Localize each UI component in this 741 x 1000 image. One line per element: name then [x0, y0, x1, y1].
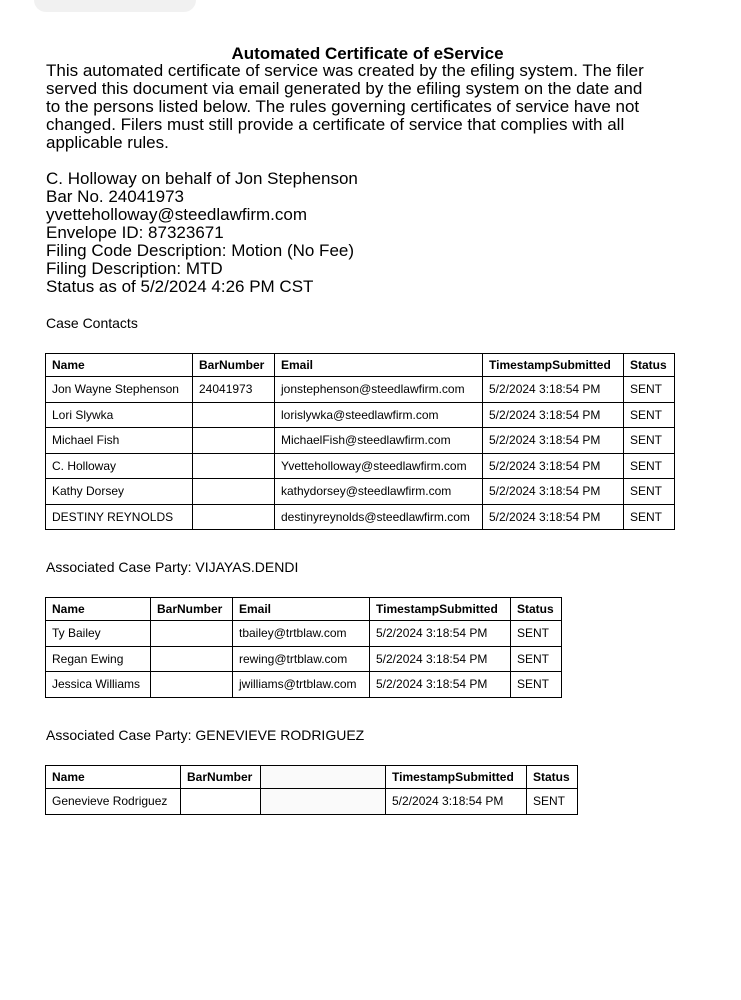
cell-email: rewing@trtblaw.com: [233, 646, 370, 672]
col-header-name: Name: [46, 766, 181, 789]
filer-line: yvetteholloway@steedlawfirm.com: [46, 205, 308, 224]
cell-name: Lori Slywka: [46, 402, 193, 428]
filer-line: Status as of 5/2/2024 4:26 PM CST: [46, 277, 314, 296]
cell-email: Yvetteholloway@steedlawfirm.com: [275, 453, 483, 479]
cell-email: destinyreynolds@steedlawfirm.com: [275, 504, 483, 530]
cell-status: SENT: [527, 789, 578, 815]
col-header-email-redacted: [261, 766, 386, 789]
cell-email: lorislywka@steedlawfirm.com: [275, 402, 483, 428]
filer-line: Filing Description: MTD: [46, 259, 223, 278]
table-row: [46, 504, 675, 530]
section-title-party-dendi: Associated Case Party: VIJAYAS.DENDI: [46, 559, 299, 575]
section-title-party-rodriguez: Associated Case Party: GENEVIEVE RODRIGUEZ: [46, 727, 365, 743]
cell-barnumber: [193, 504, 275, 530]
case-contacts-table: [45, 353, 675, 530]
top-tab-shape: [34, 0, 196, 12]
filer-line: C. Holloway on behalf of Jon Stephenson: [46, 169, 358, 188]
cell-status: SENT: [624, 504, 675, 530]
cell-name: DESTINY REYNOLDS: [46, 504, 193, 530]
cell-name: Genevieve Rodriguez: [46, 789, 181, 815]
cell-status: SENT: [624, 479, 675, 505]
cell-name: Regan Ewing: [46, 646, 151, 672]
cell-email: tbailey@trtblaw.com: [233, 621, 370, 647]
cell-status: SENT: [624, 453, 675, 479]
col-header-barnumber: BarNumber: [193, 354, 275, 377]
cell-email: kathydorsey@steedlawfirm.com: [275, 479, 483, 505]
cell-timestamp: 5/2/2024 3:18:54 PM: [483, 402, 624, 428]
cell-timestamp: 5/2/2024 3:18:54 PM: [370, 621, 511, 647]
table-row: [46, 621, 562, 647]
table-row: [46, 377, 675, 403]
cell-barnumber: [193, 402, 275, 428]
cell-timestamp: 5/2/2024 3:18:54 PM: [483, 377, 624, 403]
table-row: [46, 672, 562, 698]
col-header-timestamp: TimestampSubmitted: [370, 598, 511, 621]
cell-email: jonstephenson@steedlawfirm.com: [275, 377, 483, 403]
cell-timestamp: 5/2/2024 3:18:54 PM: [483, 453, 624, 479]
cell-barnumber: [151, 646, 233, 672]
intro-paragraph: This automated certificate of service was created by the efiling system. The filer served this document via email generated by the efiling system on the date and to the persons listed below. The rules governing certificates of service have not changed. Filers must still provide a certificate of service that complies with all applicable rules.: [46, 61, 644, 152]
cell-barnumber: [151, 621, 233, 647]
cell-status: SENT: [511, 646, 562, 672]
cell-name: C. Holloway: [46, 453, 193, 479]
cell-timestamp: 5/2/2024 3:18:54 PM: [483, 479, 624, 505]
table-row: [46, 428, 675, 454]
cell-email: MichaelFish@steedlawfirm.com: [275, 428, 483, 454]
col-header-timestamp: TimestampSubmitted: [386, 766, 527, 789]
filer-info: [46, 170, 358, 296]
cell-status: SENT: [624, 377, 675, 403]
section-title-case-contacts: Case Contacts: [46, 315, 138, 331]
table-row: [46, 789, 578, 815]
cell-status: SENT: [624, 402, 675, 428]
col-header-status: Status: [511, 598, 562, 621]
table-row: [46, 402, 675, 428]
col-header-email: Email: [233, 598, 370, 621]
cell-email-redacted: [261, 789, 386, 815]
cell-status: SENT: [511, 621, 562, 647]
col-header-status: Status: [527, 766, 578, 789]
cell-timestamp: 5/2/2024 3:18:54 PM: [370, 646, 511, 672]
cell-barnumber: 24041973: [193, 377, 275, 403]
cell-name: Jon Wayne Stephenson: [46, 377, 193, 403]
col-header-timestamp: TimestampSubmitted: [483, 354, 624, 377]
table-row: [46, 479, 675, 505]
party-rodriguez-table: [45, 765, 578, 815]
cell-name: Michael Fish: [46, 428, 193, 454]
cell-timestamp: 5/2/2024 3:18:54 PM: [386, 789, 527, 815]
cell-name: Kathy Dorsey: [46, 479, 193, 505]
cell-barnumber: [181, 789, 261, 815]
cell-barnumber: [193, 453, 275, 479]
cell-timestamp: 5/2/2024 3:18:54 PM: [370, 672, 511, 698]
document-title: Automated Certificate of eService: [231, 44, 504, 63]
cell-email: jwilliams@trtblaw.com: [233, 672, 370, 698]
filer-line: Envelope ID: 87323671: [46, 223, 224, 242]
col-header-status: Status: [624, 354, 675, 377]
table-row: [46, 453, 675, 479]
cell-status: SENT: [624, 428, 675, 454]
col-header-name: Name: [46, 598, 151, 621]
cell-name: Ty Bailey: [46, 621, 151, 647]
filer-line: Bar No. 24041973: [46, 187, 184, 206]
party-dendi-table: [45, 597, 562, 698]
col-header-email: Email: [275, 354, 483, 377]
col-header-barnumber: BarNumber: [181, 766, 261, 789]
cell-timestamp: 5/2/2024 3:18:54 PM: [483, 504, 624, 530]
cell-barnumber: [151, 672, 233, 698]
col-header-name: Name: [46, 354, 193, 377]
cell-barnumber: [193, 479, 275, 505]
table-row: [46, 646, 562, 672]
cell-barnumber: [193, 428, 275, 454]
cell-name: Jessica Williams: [46, 672, 151, 698]
cell-timestamp: 5/2/2024 3:18:54 PM: [483, 428, 624, 454]
cell-status: SENT: [511, 672, 562, 698]
col-header-barnumber: BarNumber: [151, 598, 233, 621]
filer-line: Filing Code Description: Motion (No Fee): [46, 241, 355, 260]
